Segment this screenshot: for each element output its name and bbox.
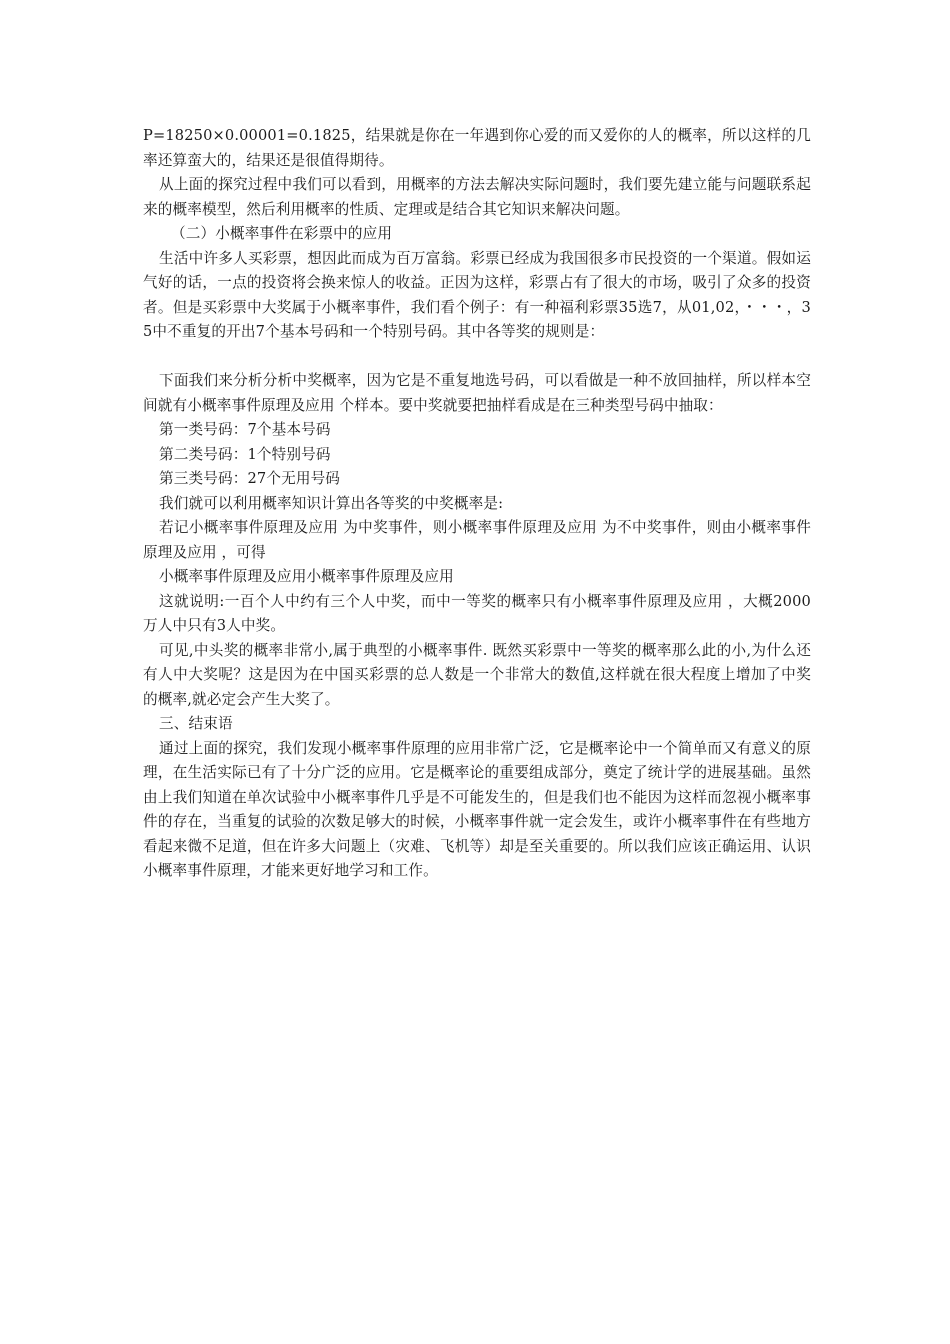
paragraph-explanation: 这就说明:一百个人中约有三个人中奖，而中一等奖的概率只有小概率事件原理及应用 ，大概2000万人中只有3人中奖。 [143,592,811,634]
blank-line [143,345,811,370]
document-body [143,124,811,884]
paragraph-jackpot: 可见,中头奖的概率非常小,属于典型的小概率事件. 既然买彩票中一等奖的概率那么此的小,为什么还有人中大奖呢？这是因为在中国买彩票的总人数是一个非常大的数值,这样就在很大程度上增加了中奖的概率,就必定会产生大奖了。 [143,641,811,708]
paragraph-method-summary: 从上面的探究过程中我们可以看到，用概率的方法去解决实际问题时，我们要先建立能与问题联系起来的概率模型，然后利用概率的性质、定理或是结合其它知识来解决问题。 [143,176,811,218]
paragraph-formula: 小概率事件原理及应用小概率事件原理及应用 [159,568,454,585]
paragraph-probability-result: P=18250×0.00001=0.1825，结果就是你在一年遇到你心爱的而又爱你的人的概率，所以这样的几率还算蛮大的，结果还是很值得期待。 [143,127,811,169]
paragraph-calc-intro: 我们就可以利用概率知识计算出各等奖的中奖概率是: [159,494,504,512]
list-item-type-two: 第二类号码：1个特别号码 [159,445,331,463]
paragraph-lottery-intro: 生活中许多人买彩票，想因此而成为百万富翁。彩票已经成为我国很多市民投资的一个渠道。假如运气好的话，一点的投资将会换来惊人的收益。正因为这样，彩票占有了很大的市场，吸引了众多的投资者。但是买彩票中大奖属于小概率事件，我们看个例子：有一种福利彩票35选7，从01,02，・・・，35中不重复的开出7个基本号码和一个特别号码。其中各等奖的规则是： [143,249,811,340]
paragraph-event-definition: 若记小概率事件原理及应用 为中奖事件，则小概率事件原理及应用 为不中奖事件，则由小概率事件原理及应用 ，可得 [143,519,811,561]
paragraph-conclusion: 通过上面的探究，我们发现小概率事件原理的应用非常广泛，它是概率论中一个简单而又有意义的原理，在生活实际已有了十分广泛的应用。它是概率论的重要组成部分，奠定了统计学的进展基础。虽然由上我们知道在单次试验中小概率事件几乎是不可能发生的，但是我们也不能因为这样而忽视小概率事件的存在，当重复的试验的次数足够大的时候，小概率事件就一定会发生，或许小概率事件在有些地方看起来微不足道，但在许多大问题上（灾难、飞机等）却是至关重要的。所以我们应该正确运用、认识小概率事件原理，才能来更好地学习和工作。 [143,739,811,879]
list-item-type-three: 第三类号码：27个无用号码 [159,470,341,487]
section-heading-lottery: （二）小概率事件在彩票中的应用 [171,225,393,242]
section-heading-conclusion: 三、结束语 [159,715,233,732]
list-item-type-one: 第一类号码：7个基本号码 [159,421,331,438]
paragraph-sample-space: 下面我们来分析分析中奖概率，因为它是不重复地选号码，可以看做是一种不放回抽样，所以样本空间就有小概率事件原理及应用 个样本。要中奖就要把抽样看成是在三种类型号码中抽取： [143,372,811,414]
